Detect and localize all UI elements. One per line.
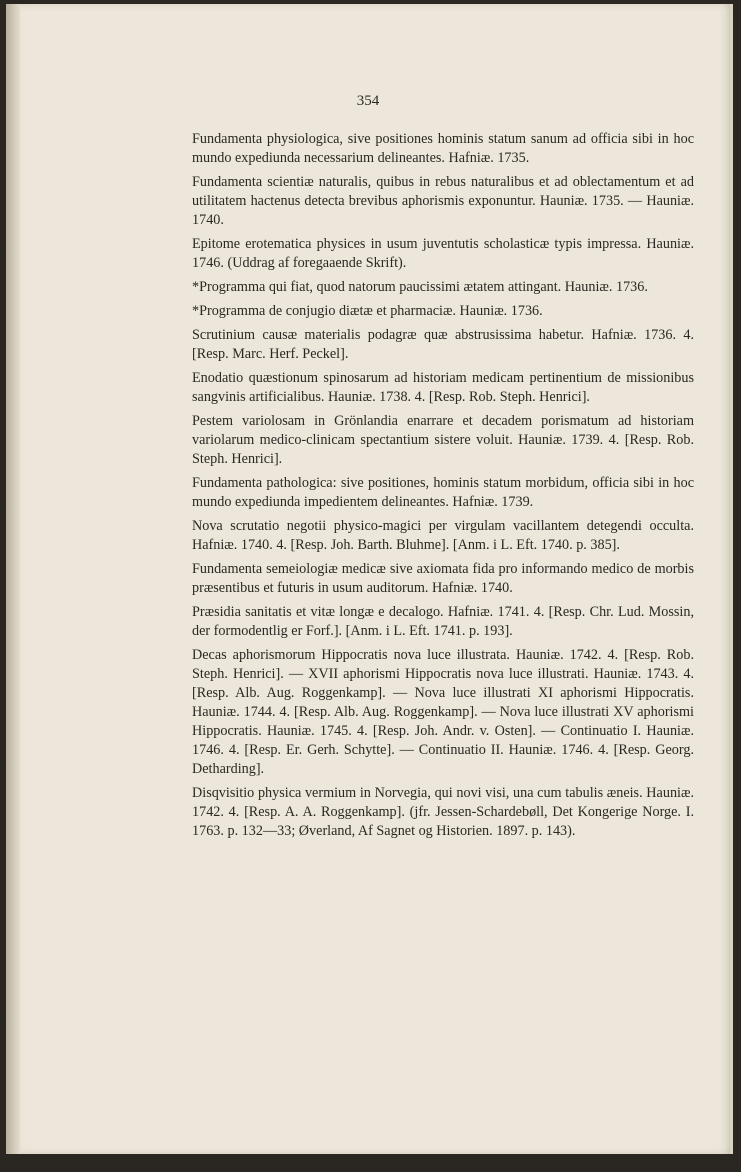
- bibliography-entry: Nova scrutatio negotii physico-magici per virgulam vacillantem detegendi occulta. Hafniæ. 1740. 4. [Resp. Joh. Barth. Bluhme]. [Anm. i L. Eft. 1740. p. 385].: [192, 518, 694, 553]
- bibliography-entry: Disqvisitio physica vermium in Norvegia, qui novi visi, una cum tabulis æneis. Hauniæ. 1742. 4. [Resp. A. A. Roggenkamp]. (jfr. Jessen-Schardebøll, Det Kongerige Norge. I. 1763. p. 132—33; Øverland, Af Sagnet og Historien. 1897. p. 143).: [192, 785, 694, 839]
- bibliography-entry: Fundamenta pathologica: sive positiones, hominis statum morbidum, officia sibi in hoc mundo expediunda impedientem delineantes. Hafniæ. 1739.: [192, 475, 694, 510]
- bibliography-entry: Fundamenta scientiæ naturalis, quibus in rebus naturalibus et ad oblectamentum et ad utilitatem hactenus detecta brevibus aphorismis exponuntur. Hauniæ. 1735. — Hauniæ. 1740.: [192, 174, 694, 228]
- page-spine-shadow: [6, 4, 20, 1154]
- bibliography-entry: Decas aphorismorum Hippocratis nova luce illustrata. Hauniæ. 1742. 4. [Resp. Rob. Steph. Henrici]. — XVII aphorismi Hippocratis nova luce illustrati. Hauniæ. 1743. 4. [Resp. Alb. Aug. Roggenkamp]. — Nova luce illustrati XI aphorismi Hippocratis. Hauniæ. 1744. 4. [Resp. Alb. Aug. Roggenkamp]. — Nova luce illustrati XV aphorismi Hippocratis. Hauniæ. 1745. 4. [Resp. Joh. Andr. v. Osten]. — Continuatio I. Hauniæ. 1746. 4. [Resp. Er. Gerh. Schytte]. — Continuatio II. Hauniæ. 1746. 4. [Resp. Georg. Detharding].: [192, 647, 694, 777]
- bibliography-entry: *Programma de conjugio diætæ et pharmaciæ. Hauniæ. 1736.: [192, 303, 543, 319]
- bibliography-entry: Fundamenta physiologica, sive positiones hominis statum sanum ad officia sibi in hoc mundo expediunda necessarium delineantes. Hafniæ. 1735.: [192, 131, 694, 166]
- bibliography-entry: Scrutinium causæ materialis podagræ quæ abstrusissima habetur. Hafniæ. 1736. 4. [Resp. Marc. Herf. Peckel].: [192, 327, 694, 362]
- bibliography-entry: Fundamenta semeiologiæ medicæ sive axiomata fida pro informando medico de morbis præsentibus et futuris in usum auditorum. Hafniæ. 1740.: [192, 561, 694, 596]
- bibliography-entry: Præsidia sanitatis et vitæ longæ e decalogo. Hafniæ. 1741. 4. [Resp. Chr. Lud. Mossin, der formodentlig er Forf.]. [Anm. i L. Eft. 1741. p. 193].: [192, 604, 694, 639]
- book-page: [6, 4, 733, 1154]
- page-number: 354: [356, 93, 380, 109]
- bibliography-entry: Enodatio quæstionum spinosarum ad historiam medicam pertinentium de missionibus sangvinis artificialibus. Hauniæ. 1738. 4. [Resp. Rob. Steph. Henrici].: [192, 370, 694, 405]
- bibliography-list: [192, 130, 694, 846]
- bibliography-entry: Pestem variolosam in Grönlandia enarrare et decadem porismatum ad historiam variolarum medico-clinicam spectantium sistere voluit. Hauniæ. 1739. 4. [Resp. Rob. Steph. Henrici].: [192, 413, 694, 467]
- bibliography-entry: *Programma qui fiat, quod natorum paucissimi ætatem attingant. Hauniæ. 1736.: [192, 279, 648, 295]
- bibliography-entry: Epitome erotematica physices in usum juventutis scholasticæ typis impressa. Hauniæ. 1746. (Uddrag af foregaaende Skrift).: [192, 236, 694, 271]
